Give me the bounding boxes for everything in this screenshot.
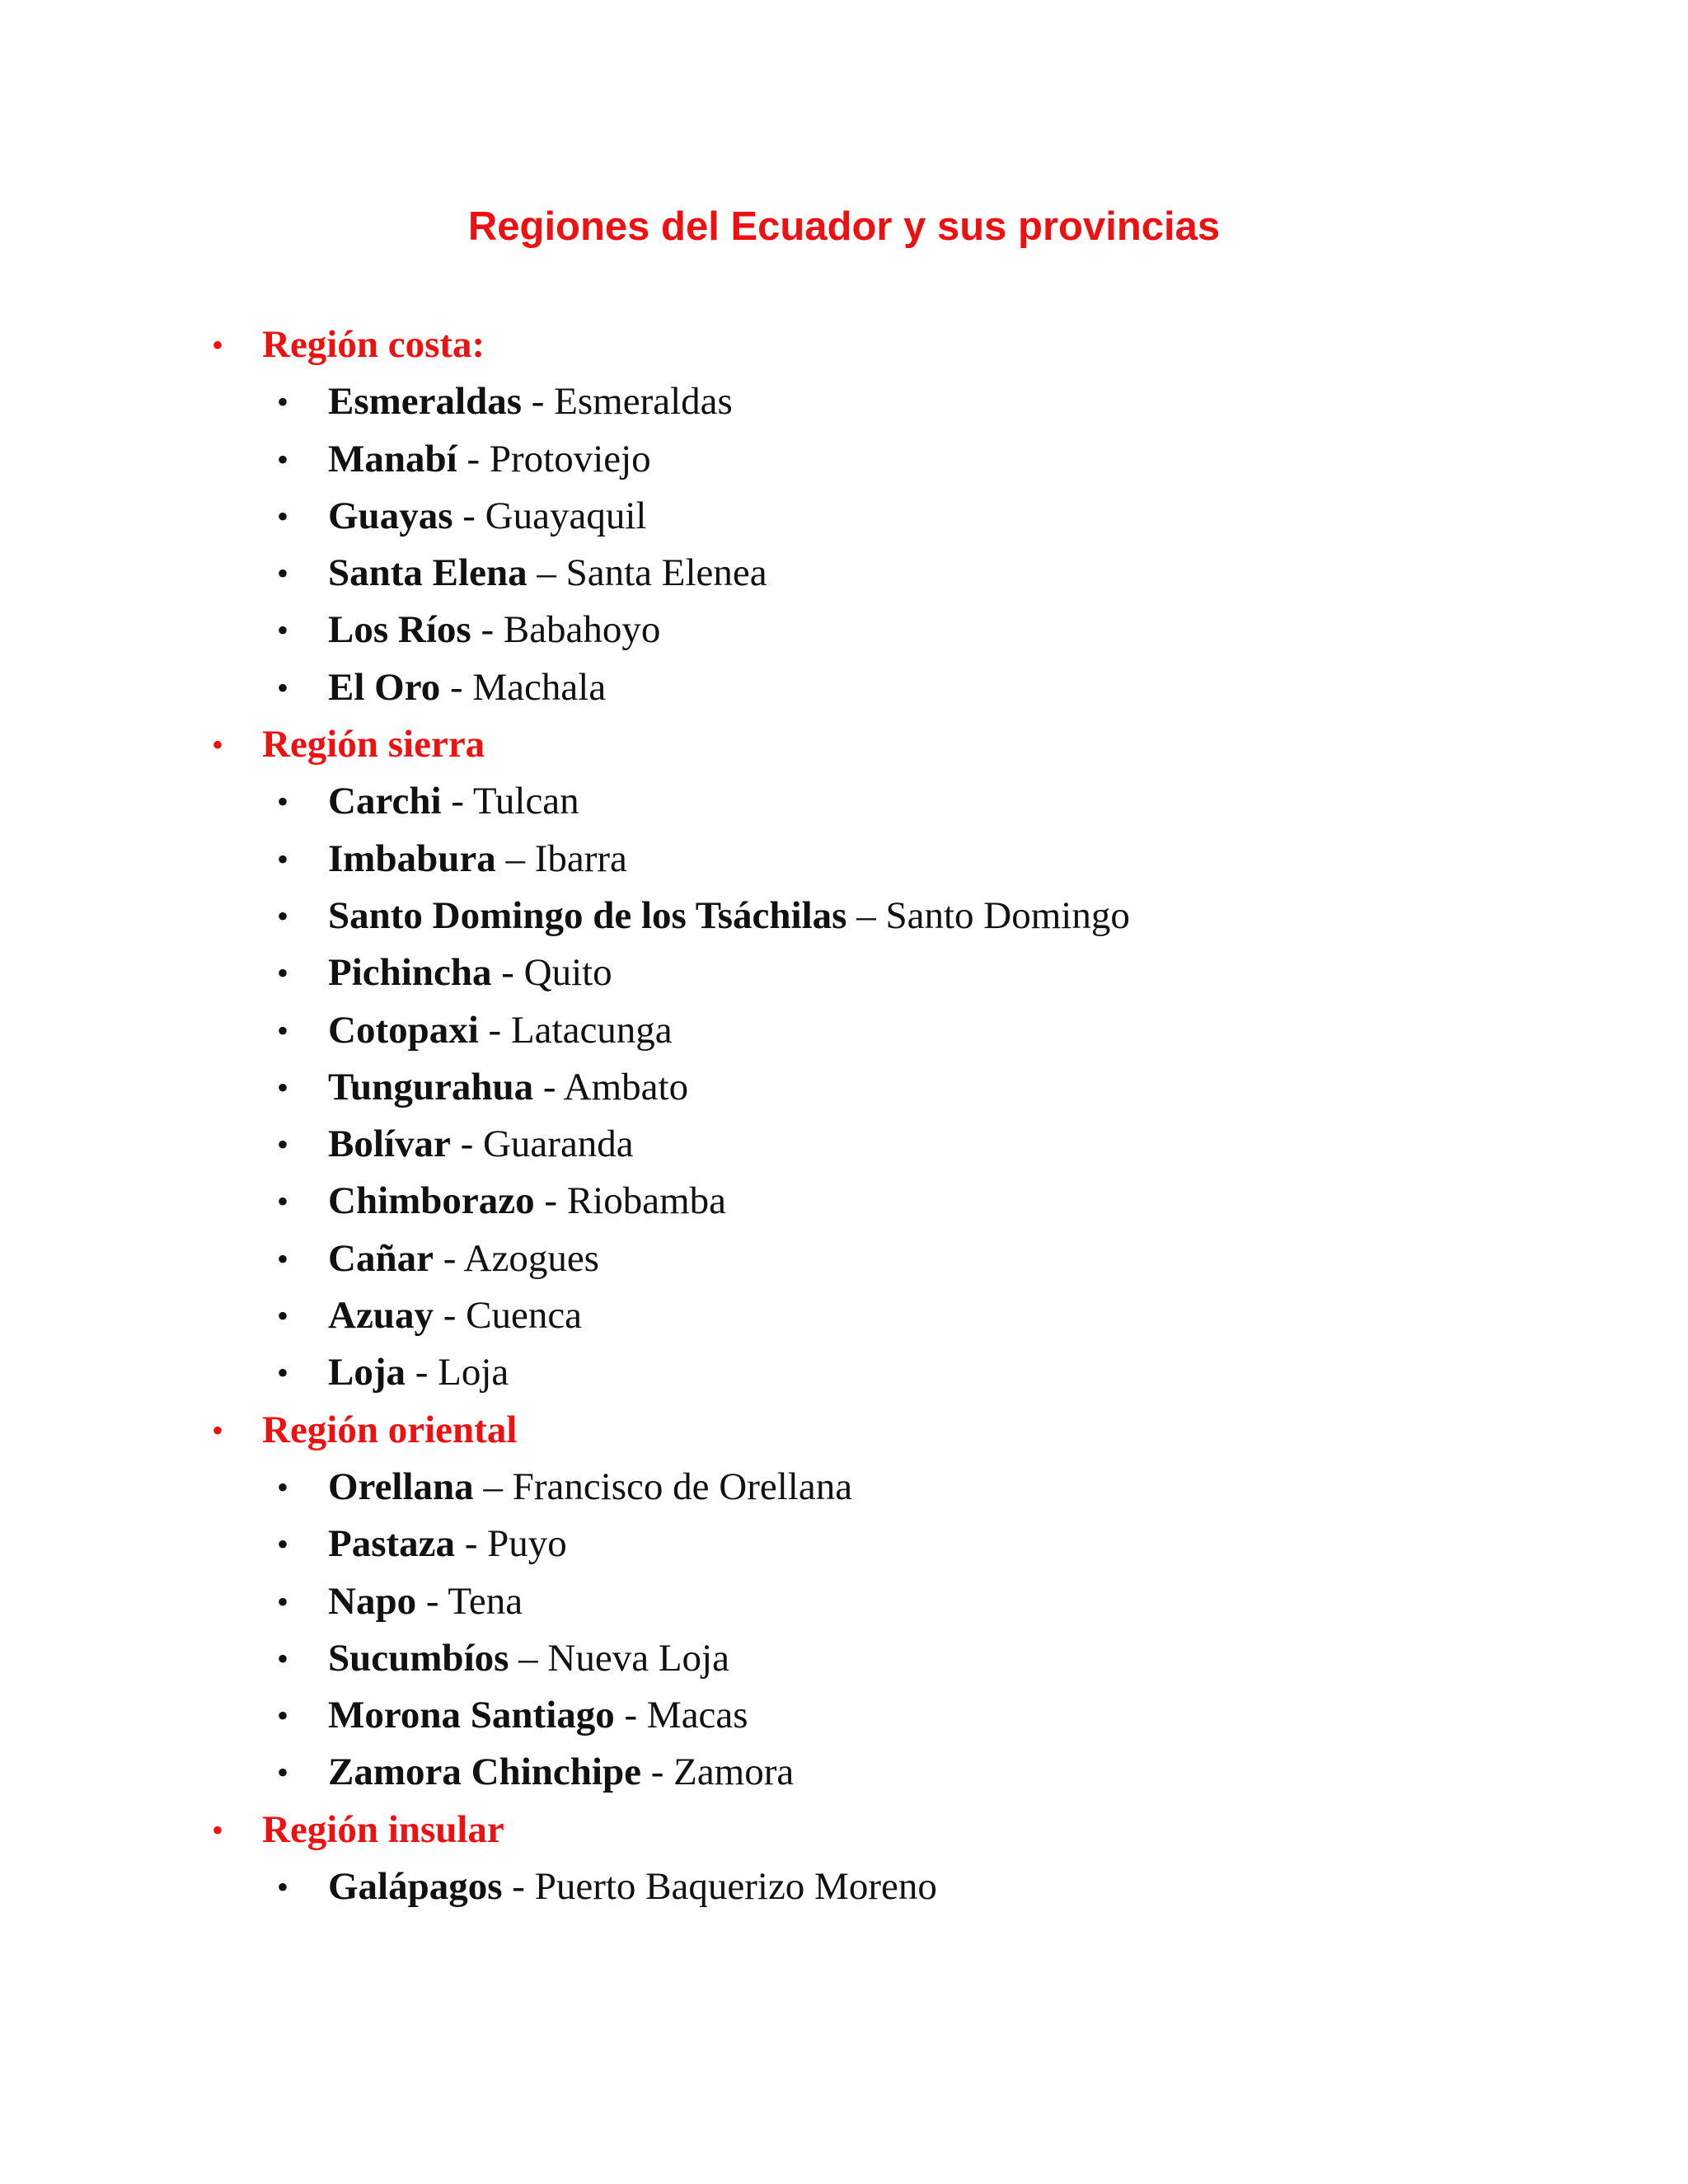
bullet-icon: • [277,1639,289,1677]
province-item [0,1116,1130,1173]
bullet-icon: • [277,1526,289,1563]
region-name: Región costa: [262,323,485,366]
region-heading [0,1802,1130,1858]
province-name: Esmeraldas [328,380,522,424]
separator: - [450,1122,483,1166]
province-name: Loja [328,1351,406,1394]
separator: - [478,1008,511,1052]
province-capital: Azogues [463,1236,599,1280]
province-item [0,1858,1130,1915]
separator: - [433,1236,464,1280]
province-name: Imbabura [328,837,496,880]
province-name: El Oro [328,665,441,709]
province-capital: Guaranda [482,1122,634,1166]
province-name: Sucumbíos [328,1636,509,1680]
separator: - [640,1750,674,1794]
province-capital: Ambato [563,1065,689,1108]
bullet-icon: • [277,1697,289,1735]
province-item [0,1516,1130,1572]
separator: - [457,437,490,480]
bullet-icon: • [277,897,289,935]
separator: – [846,893,886,937]
province-item [0,831,1130,888]
province-name: Bolívar [328,1122,451,1166]
bullet-icon: • [277,1011,289,1049]
province-capital: Protoviejo [489,437,651,480]
bullet-icon: • [277,840,289,878]
province-name: Carchi [328,780,442,823]
region-list [0,316,1130,1915]
province-list [0,1459,1130,1802]
bullet-icon: • [212,1411,224,1449]
bullet-icon: • [277,612,289,649]
province-item [0,1630,1130,1687]
province-capital: Francisco de Orellana [512,1465,853,1508]
separator: - [534,1179,567,1223]
province-name: Guayas [328,494,453,537]
separator: - [614,1694,647,1737]
separator: - [502,1865,535,1909]
province-capital: Ibarra [534,837,627,880]
province-capital: Puyo [487,1522,567,1566]
bullet-icon: • [277,954,289,992]
region-item [0,1802,1130,1916]
region-name: Región sierra [262,723,485,766]
province-item [0,888,1130,944]
bullet-icon: • [212,326,224,363]
province-capital: Macas [646,1694,748,1737]
province-item [0,602,1130,658]
separator: - [471,608,504,652]
bullet-icon: • [277,383,289,421]
province-capital: Babahoyo [503,608,661,652]
bullet-icon: • [277,1354,289,1392]
province-capital: Tena [448,1579,523,1623]
separator: - [522,380,555,424]
province-name: Galápagos [328,1865,503,1909]
region-name: Región oriental [262,1408,518,1451]
province-name: Santa Elena [328,551,528,595]
region-item [0,716,1130,1402]
page-title: Regiones del Ecuador y sus provincias [467,204,1221,249]
province-capital: Guayaquil [485,494,647,537]
province-item [0,1230,1130,1287]
separator: - [406,1351,438,1394]
province-item [0,1687,1130,1744]
separator: - [455,1522,488,1566]
region-item [0,316,1130,716]
province-name: Manabí [328,437,457,480]
bullet-icon: • [277,1868,289,1906]
province-name: Pichincha [328,951,492,995]
region-heading [0,316,1130,373]
bullet-icon: • [212,726,224,764]
province-capital: Santa Elenea [565,551,767,595]
province-item [0,373,1130,430]
bullet-icon: • [277,783,289,821]
separator: - [452,494,485,537]
province-name: Chimborazo [328,1179,535,1223]
province-item [0,1287,1130,1344]
bullet-icon: • [277,497,289,535]
region-heading [0,716,1130,773]
separator: - [441,780,473,823]
separator: – [509,1636,548,1680]
province-name: Azuay [328,1294,434,1338]
bullet-icon: • [277,440,289,478]
separator: – [495,837,535,880]
province-item [0,545,1130,602]
separator: - [440,665,473,709]
province-name: Morona Santiago [328,1694,615,1737]
province-name: Zamora Chinchipe [328,1750,641,1794]
province-list [0,1858,1130,1915]
separator: – [527,551,566,595]
province-item [0,1573,1130,1630]
region-item [0,1402,1130,1802]
province-name: Orellana [328,1465,474,1508]
province-capital: Machala [472,665,607,709]
bullet-icon: • [277,1468,289,1506]
bullet-icon: • [277,1297,289,1335]
separator: - [533,1065,564,1108]
separator: - [416,1579,448,1623]
separator: - [491,951,524,995]
province-item [0,944,1130,1001]
province-item [0,1744,1130,1801]
province-item [0,1344,1130,1401]
separator: – [473,1465,513,1508]
province-list [0,773,1130,1401]
province-list [0,373,1130,716]
province-name: Tungurahua [328,1065,534,1108]
bullet-icon: • [277,1582,289,1620]
separator: - [433,1294,467,1338]
province-item [0,1059,1130,1116]
bullet-icon: • [212,1811,224,1849]
bullet-icon: • [277,1126,289,1164]
province-capital: Latacunga [510,1008,673,1052]
province-item [0,1459,1130,1516]
province-item [0,659,1130,716]
province-name: Pastaza [328,1522,456,1566]
province-capital: Puerto Baquerizo Moreno [534,1865,937,1909]
province-item [0,1002,1130,1059]
bullet-icon: • [277,668,289,706]
province-item [0,773,1130,830]
province-item [0,488,1130,545]
bullet-icon: • [277,1754,289,1792]
province-name: Cañar [328,1236,434,1280]
bullet-icon: • [277,1240,289,1277]
province-item [0,1173,1130,1230]
province-name: Santo Domingo de los Tsáchilas [328,893,847,937]
province-capital: Cuenca [466,1294,583,1338]
province-name: Cotopaxi [328,1008,479,1052]
bullet-icon: • [277,1068,289,1106]
province-capital: Nueva Loja [547,1636,729,1680]
province-item [0,431,1130,488]
province-name: Napo [328,1579,417,1623]
province-capital: Tulcan [472,780,579,823]
province-name: Los Ríos [328,608,471,652]
province-capital: Loja [438,1351,509,1394]
bullet-icon: • [277,555,289,593]
region-heading [0,1402,1130,1459]
province-capital: Zamora [673,1750,795,1794]
province-capital: Esmeraldas [554,380,733,424]
bullet-icon: • [277,1183,289,1221]
province-capital: Riobamba [566,1179,726,1223]
province-capital: Santo Domingo [885,893,1130,937]
province-capital: Quito [523,951,612,995]
region-name: Región insular [262,1807,504,1851]
